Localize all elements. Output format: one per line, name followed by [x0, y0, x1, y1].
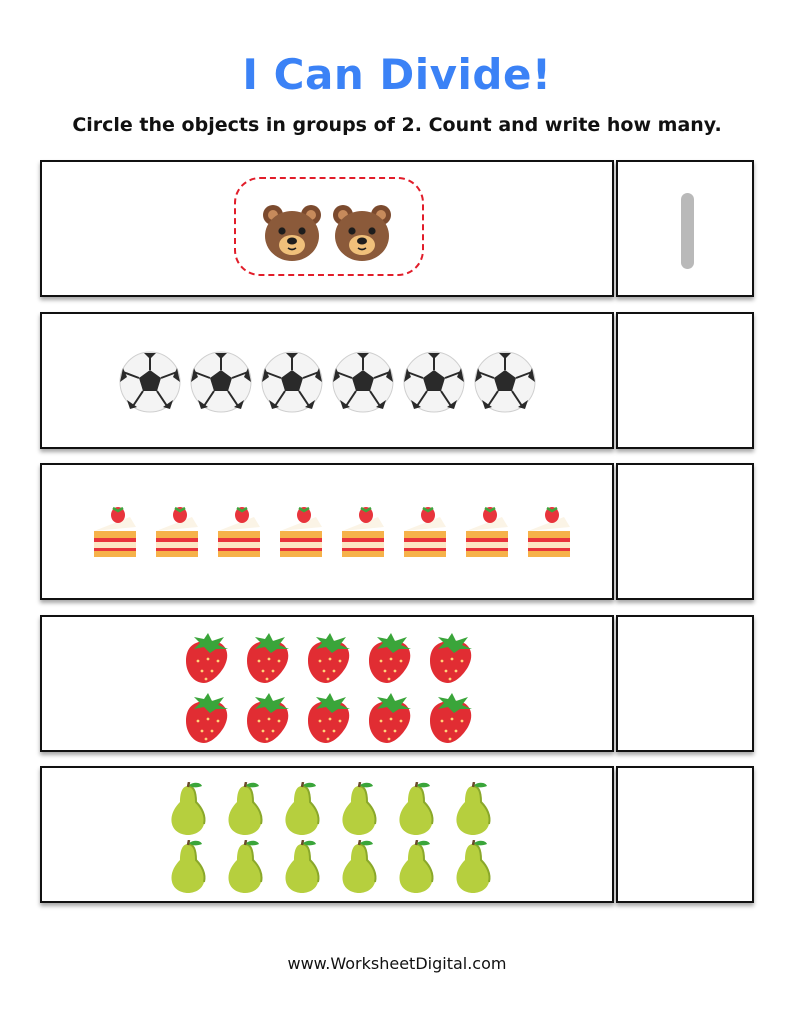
shortcake-icon — [338, 505, 388, 563]
problem-row-4 — [40, 615, 754, 752]
strawberry-icon — [302, 689, 356, 745]
shortcake-icon — [214, 505, 264, 563]
pear-icon — [282, 782, 322, 836]
objects-box — [40, 463, 614, 600]
strawberry-icon — [180, 629, 234, 685]
problem-row-3 — [40, 463, 754, 600]
soccer-ball-icon — [402, 350, 466, 414]
soccer-ball-icon — [118, 350, 182, 414]
pear-icon — [396, 782, 436, 836]
shortcake-icon — [400, 505, 450, 563]
objects-box — [40, 766, 614, 903]
pear-icon — [225, 840, 265, 894]
answer-one-stroke — [681, 193, 694, 269]
objects-box — [40, 312, 614, 449]
answer-box[interactable] — [616, 615, 754, 752]
strawberry-icon — [241, 629, 295, 685]
soccer-ball-icon — [260, 350, 324, 414]
shortcake-icon — [462, 505, 512, 563]
bear-face-icon — [260, 200, 324, 264]
strawberry-icon — [241, 689, 295, 745]
problem-row-1 — [40, 160, 754, 297]
strawberry-icon — [363, 689, 417, 745]
strawberry-icon — [424, 689, 478, 745]
footer-url: www.WorksheetDigital.com — [287, 954, 507, 973]
example-answer — [618, 162, 756, 299]
problem-row-2 — [40, 312, 754, 449]
strawberry-icon — [180, 689, 234, 745]
shortcake-icon — [276, 505, 326, 563]
answer-box[interactable] — [616, 463, 754, 600]
pear-icon — [453, 840, 493, 894]
strawberry-icon — [363, 629, 417, 685]
answer-box[interactable] — [616, 766, 754, 903]
instructions-text: Circle the objects in groups of 2. Count and write how many. — [72, 114, 722, 136]
shortcake-icon — [90, 505, 140, 563]
soccer-ball-icon — [473, 350, 537, 414]
pear-icon — [339, 782, 379, 836]
problem-row-5 — [40, 766, 754, 903]
answer-box[interactable] — [616, 160, 754, 297]
shortcake-icon — [152, 505, 202, 563]
pear-icon — [168, 782, 208, 836]
strawberry-icon — [302, 629, 356, 685]
soccer-ball-icon — [331, 350, 395, 414]
pear-icon — [282, 840, 322, 894]
shortcake-icon — [524, 505, 574, 563]
objects-box — [40, 160, 614, 297]
pear-icon — [168, 840, 208, 894]
objects-box — [40, 615, 614, 752]
page-title: I Can Divide! — [242, 50, 552, 99]
soccer-ball-icon — [189, 350, 253, 414]
pear-icon — [225, 782, 265, 836]
pear-icon — [396, 840, 436, 894]
pear-icon — [339, 840, 379, 894]
answer-box[interactable] — [616, 312, 754, 449]
strawberry-icon — [424, 629, 478, 685]
pear-icon — [453, 782, 493, 836]
bear-face-icon — [330, 200, 394, 264]
